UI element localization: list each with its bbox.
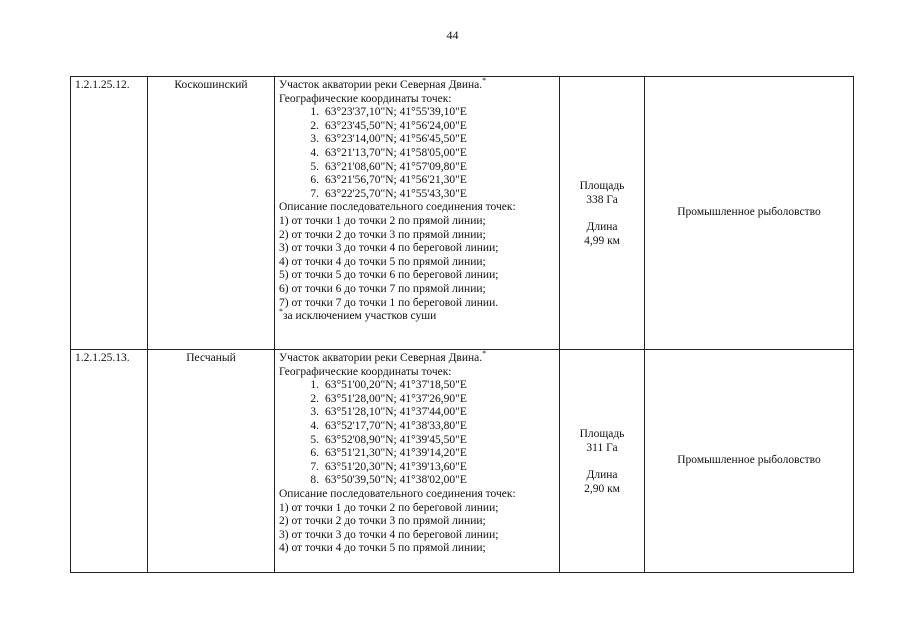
steps-heading: Описание последовательного соединения точек: <box>279 201 516 214</box>
row-code: 1.2.1.25.12. <box>71 77 148 350</box>
area-description <box>275 350 560 573</box>
connection-steps <box>279 215 555 310</box>
list-item: 2. 63°23'45,50"N; 41°56'24,00"E <box>310 119 467 132</box>
coords-heading: Географические координаты точек: <box>279 92 452 105</box>
list-item: 7. 63°22'25,70"N; 41°55'43,30"E <box>310 187 467 200</box>
list-item: 3. 63°51'28,10"N; 41°37'44,00"E <box>310 406 467 419</box>
length-label: Длина <box>586 220 618 233</box>
list-item: 5) от точки 5 до точки 6 по береговой линии; <box>279 269 499 282</box>
list-item: 4. 63°21'13,70"N; 41°58'05,00"E <box>310 146 467 159</box>
usage-type: Промышленное рыболовство <box>645 350 854 573</box>
footnote-mark: * <box>482 76 487 86</box>
footnote: *за исключением участков суши <box>279 307 437 323</box>
coords-heading: Географические координаты точек: <box>279 365 452 378</box>
list-item: 3. 63°23'14,00"N; 41°56'45,50"E <box>310 133 467 146</box>
table-row <box>71 77 854 350</box>
length-label: Длина <box>586 468 618 481</box>
list-item: 1. 63°51'00,20"N; 41°37'18,50"E <box>310 379 467 392</box>
list-item: 1) от точки 1 до точки 2 по береговой линии; <box>279 501 499 514</box>
connection-steps <box>279 502 555 556</box>
area-value: 311 Га <box>586 441 618 454</box>
list-item: 3) от точки 3 до точки 4 по береговой линии; <box>279 242 499 255</box>
fishing-areas-table <box>70 76 854 573</box>
coordinates-list <box>279 106 555 201</box>
steps-heading: Описание последовательного соединения точек: <box>279 487 516 500</box>
length-value: 2,90 км <box>584 482 620 495</box>
list-item: 1. 63°23'37,10"N; 41°55'39,10"E <box>310 106 467 119</box>
area-label: Площадь <box>579 179 625 192</box>
list-item: 6. 63°51'21,30"N; 41°39'14,20"E <box>310 447 467 460</box>
list-item: 5. 63°52'08,90"N; 41°39'45,50"E <box>310 433 467 446</box>
area-size-cell <box>560 350 645 573</box>
area-description <box>275 77 560 350</box>
usage-type: Промышленное рыболовство <box>645 77 854 350</box>
page-number: 44 <box>446 28 459 42</box>
area-title: Участок акватории реки Северная Двина.* <box>279 349 487 364</box>
table-row <box>71 350 854 573</box>
list-item: 7) от точки 7 до точки 1 по береговой линии. <box>279 296 499 309</box>
area-size-cell <box>560 77 645 350</box>
list-item: 4) от точки 4 до точки 5 по прямой линии; <box>279 542 486 555</box>
list-item: 8. 63°50'39,50"N; 41°38'02,00"E <box>310 474 467 487</box>
list-item: 4. 63°52'17,70"N; 41°38'33,80"E <box>310 419 467 432</box>
coordinates-list <box>279 379 555 488</box>
length-value: 4,99 км <box>584 234 620 247</box>
area-name: Коскошинский <box>148 77 275 350</box>
list-item: 6) от точки 6 до точки 7 по прямой линии; <box>279 282 486 295</box>
list-item: 6. 63°21'56,70"N; 41°56'21,30"E <box>310 174 467 187</box>
list-item: 7. 63°51'20,30"N; 41°39'13,60"E <box>310 460 467 473</box>
list-item: 1) от точки 1 до точки 2 по прямой линии; <box>279 214 486 227</box>
list-item: 4) от точки 4 до точки 5 по прямой линии; <box>279 255 486 268</box>
list-item: 2. 63°51'28,00"N; 41°37'26,90"E <box>310 392 467 405</box>
footnote-mark: * <box>482 349 487 359</box>
area-name: Песчаный <box>148 350 275 573</box>
list-item: 2) от точки 2 до точки 3 по прямой линии; <box>279 515 486 528</box>
list-item: 5. 63°21'08,60"N; 41°57'09,80"E <box>310 160 467 173</box>
area-title: Участок акватории реки Северная Двина.* <box>279 76 487 91</box>
area-value: 338 Га <box>586 193 618 206</box>
list-item: 3) от точки 3 до точки 4 по береговой линии; <box>279 528 499 541</box>
list-item: 2) от точки 2 до точки 3 по прямой линии; <box>279 228 486 241</box>
area-label: Площадь <box>579 427 625 440</box>
row-code: 1.2.1.25.13. <box>71 350 148 573</box>
